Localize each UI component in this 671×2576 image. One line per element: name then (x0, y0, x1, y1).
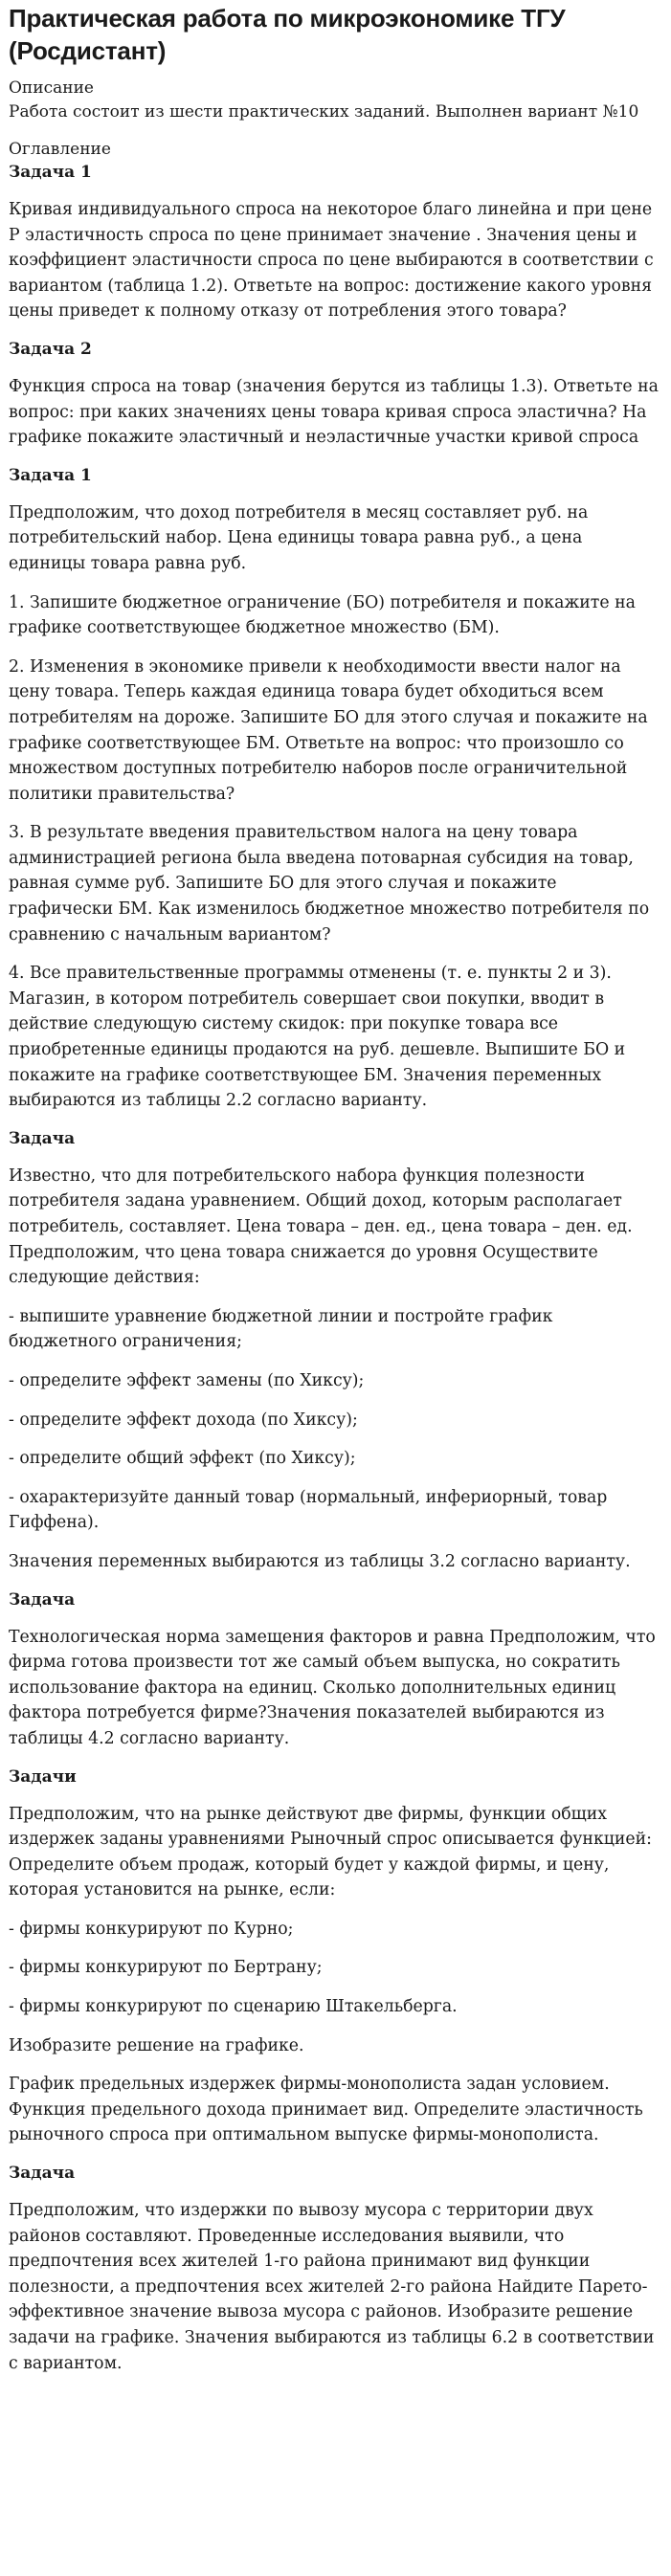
task-section (9, 161, 662, 324)
task-section (9, 1588, 662, 1752)
task-heading: Задача (9, 1128, 76, 1148)
task-paragraph: 4. Все правительственные программы отменены (т. е. пункты 2 и 3). Магазин, в котором потребитель совершает свои покупки, вводит в действие следующую систему скидок: при покупке товара все приобретенные единицы продаются на руб. дешевле. Выпишите БО и покажите на графике соответствующее БМ. Значения переменных выбираются из таблицы 2.2 согласно варианту. (9, 964, 626, 1111)
task-paragraph: Функция спроса на товар (значения берутся из таблицы 1.3). Ответьте на вопрос: при каких значениях цены товара кривая спроса эластична? На графике покажите эластичный и неэластичные участки кривой спроса (9, 376, 659, 448)
task-section (9, 338, 662, 451)
task-list-item: - фирмы конкурируют по Курно; (9, 1919, 294, 1939)
task-list-item: - определите общий эффект (по Хиксу); (9, 1449, 356, 1469)
task-section (9, 464, 662, 1114)
page-title: Практическая работа по микроэкономике ТГУ (Росдистант) (9, 4, 566, 65)
task-paragraph: Известно, что для потребительского набора функция полезности потребителя задана уравнением. Общий доход, которым располагает потребитель, составляет. Цена товара – ден. ед., цена товара – ден. ед. Предположим, что цена товара снижается до уровня Осуществите следующие действия: (9, 1166, 633, 1288)
task-section (9, 2162, 662, 2376)
task-section (9, 1765, 662, 2149)
task-paragraph: Предположим, что на рынке действуют две фирмы, функции общих издержек заданы уравнениями Рыночный спрос описывается функцией: Определите объем продаж, который будет у каждой фирмы, и цену, которая установится на рынке, если: (9, 1804, 652, 1900)
task-paragraph: 2. Изменения в экономике привели к необходимости ввести налог на цену товара. Теперь каждая единица товара будет обходиться всем потребителям на дороже. Запишите БО для этого случая и покажите на графике соответствующее БМ. Ответьте на вопрос: что произошло со множеством доступных потребителю наборов после ограничительной политики правительства? (9, 656, 648, 804)
task-heading: Задача (9, 2164, 76, 2184)
task-heading: Задача 1 (9, 163, 92, 182)
task-paragraph: Кривая индивидуального спроса на некоторое благо линейна и при цене Р эластичность спроса по цене принимает значение . Значения цены и коэффициент эластичности спроса по цене выбираются в соответствии с вариантом (таблица 1.2). Ответьте на вопрос: достижение какого уровня цены приведет к полному отказу от потребления этого товара? (9, 200, 654, 322)
task-paragraph: 1. Запишите бюджетное ограничение (БО) потребителя и покажите на графике соответствующее бюджетное множество (БМ). (9, 592, 636, 638)
toc-label: Оглавление (9, 140, 111, 159)
task-list-item: - охарактеризуйте данный товар (нормальный, инфериорный, товар Гиффена). (9, 1487, 608, 1533)
task-list-item: - выпишите уравнение бюджетной линии и постройте график бюджетного ограничения; (9, 1306, 553, 1352)
task-paragraph: Технологическая норма замещения факторов и равна Предположим, что фирма готова произвести тот же самый объем выпуска, но сократить использование фактора на единиц. Сколько дополнительных единиц фактора потребуется фирме?Значения показателей выбираются из таблицы 4.2 согласно варианту. (9, 1627, 656, 1748)
task-section (9, 1127, 662, 1575)
description-label: Описание (9, 78, 94, 98)
task-list-item: - фирмы конкурируют по сценарию Штакельберга. (9, 1997, 458, 2017)
task-paragraph: 3. В результате введения правительством налога на цену товара администрацией региона была введена потоварная субсидия на товар, равная сумме руб. Запишите БО для этого случая и покажите графически БМ. Как изменилось бюджетное множество потребителя по сравнению с начальным вариантом? (9, 823, 650, 944)
task-list-item: - фирмы конкурируют по Бертрану; (9, 1958, 323, 1978)
task-list-item: - определите эффект дохода (по Хиксу); (9, 1410, 358, 1430)
task-list (9, 161, 662, 2376)
description-text: Работа состоит из шести практических заданий. Выполнен вариант №10 (9, 102, 639, 122)
task-paragraph: Предположим, что издержки по вывозу мусора с территории двух районов составляют. Проведенные исследования выявили, что предпочтения всех жителей 1-го района принимают вид функции полезности, а предпочтения всех жителей 2-го района Найдите Парето-эффективное значение вывоза мусора с районов. Изобразите решение задачи на графике. Значения выбираются из таблицы 6.2 в соответствии с вариантом. (9, 2201, 655, 2373)
task-heading: Задача 1 (9, 465, 92, 485)
task-paragraph: Значения переменных выбираются из таблицы 3.2 согласно варианту. (9, 1551, 631, 1571)
task-heading: Задача 2 (9, 339, 92, 359)
task-paragraph: Предположим, что доход потребителя в месяц составляет руб. на потребительский набор. Цена единицы товара равна руб., а цена единицы товара равна руб. (9, 502, 589, 573)
task-list-item: - определите эффект замены (по Хиксу); (9, 1370, 365, 1390)
task-paragraph: График предельных издержек фирмы-монополиста задан условием. Функция предельного дохода принимает вид. Определите эластичность рыночного спроса при оптимальном выпуске фирмы-монополиста. (9, 2075, 643, 2145)
task-heading: Задача (9, 1589, 76, 1610)
task-heading: Задачи (9, 1766, 77, 1787)
task-paragraph: Изобразите решение на графике. (9, 2035, 304, 2055)
